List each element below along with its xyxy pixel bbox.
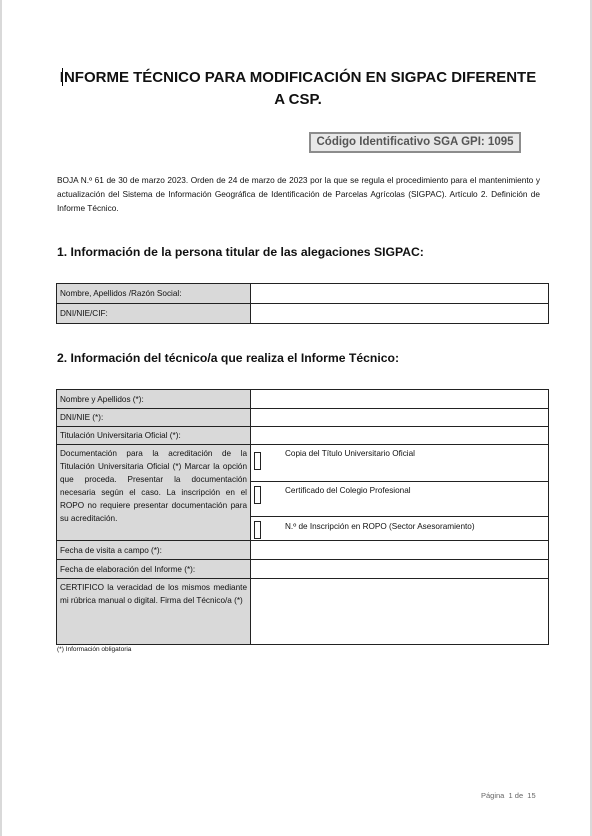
option-ropo[interactable] [251,517,548,540]
titular-table [56,283,549,324]
checkbox-colegio[interactable] [254,486,261,504]
page-number: Página 1 de 15 [481,791,536,800]
tecnico-name-label: Nombre y Apellidos (*): [57,390,251,409]
dni-label: DNI/NIE/CIF: [57,304,251,324]
elaboracion-label: Fecha de elaboración del Informe (*): [57,560,251,579]
option-ropo-label: N.º de Inscripción en ROPO (Sector Asesoramiento) [285,522,475,531]
intro-paragraph: BOJA N.º 61 de 30 de marzo 2023. Orden de 24 de marzo de 2023 por la que se regula el procedimiento para el mantenimiento y actualización del Sistema de Información Geográfica de Identificación de Parcelas Agrícolas (SIGPAC). Artículo 2. Definición de Informe Técnico. [57,175,540,213]
tecnico-table [56,389,549,645]
titulacion-label: Titulación Universitaria Oficial (*): [57,427,251,445]
documentacion-label: Documentación para la acreditación de la Titulación Universitaria Oficial (*) Marcar la opción que proceda. Presentar la documentación necesaria según el caso. La inscripción en el ROPO no requiere presentar documentación para su acreditación. [57,445,251,541]
section-1-heading: 1. Información de la persona titular de las alegaciones SIGPAC: [57,245,424,259]
option-titulo-label: Copia del Título Universitario Oficial [285,449,415,458]
name-label: Nombre, Apellidos /Razón Social: [57,284,251,304]
firma-field[interactable] [251,579,549,645]
visita-field[interactable] [251,541,549,560]
documentacion-options [251,445,549,541]
option-colegio[interactable] [251,482,548,517]
code-box: Código Identificativo SGA GPI: 1095 [309,132,521,153]
checkbox-ropo[interactable] [254,521,261,539]
title-line-2: A CSP. [274,91,322,108]
option-colegio-label: Certificado del Colegio Profesional [285,486,411,495]
name-field[interactable] [251,284,549,304]
section-2-heading: 2. Información del técnico/a que realiza el Informe Técnico: [57,351,400,365]
tecnico-dni-label: DNI/NIE (*): [57,409,251,427]
titulacion-field[interactable] [251,427,549,445]
footnote: (*) Información obligatoria [57,646,132,653]
page-edge [0,0,2,836]
option-titulo[interactable] [251,445,548,482]
visita-label: Fecha de visita a campo (*): [57,541,251,560]
document-title[interactable] [56,67,540,111]
tecnico-dni-field[interactable] [251,409,549,427]
tecnico-name-field[interactable] [251,390,549,409]
elaboracion-field[interactable] [251,560,549,579]
dni-field[interactable] [251,304,549,324]
certifico-label: CERTIFICO la veracidad de los mismos mediante mi rúbrica manual o digital. Firma del Técnico/a (*) [57,579,251,645]
checkbox-titulo[interactable] [254,452,261,470]
title-line-1: INFORME TÉCNICO PARA MODIFICACIÓN EN SIGPAC DIFERENTE [59,69,537,86]
